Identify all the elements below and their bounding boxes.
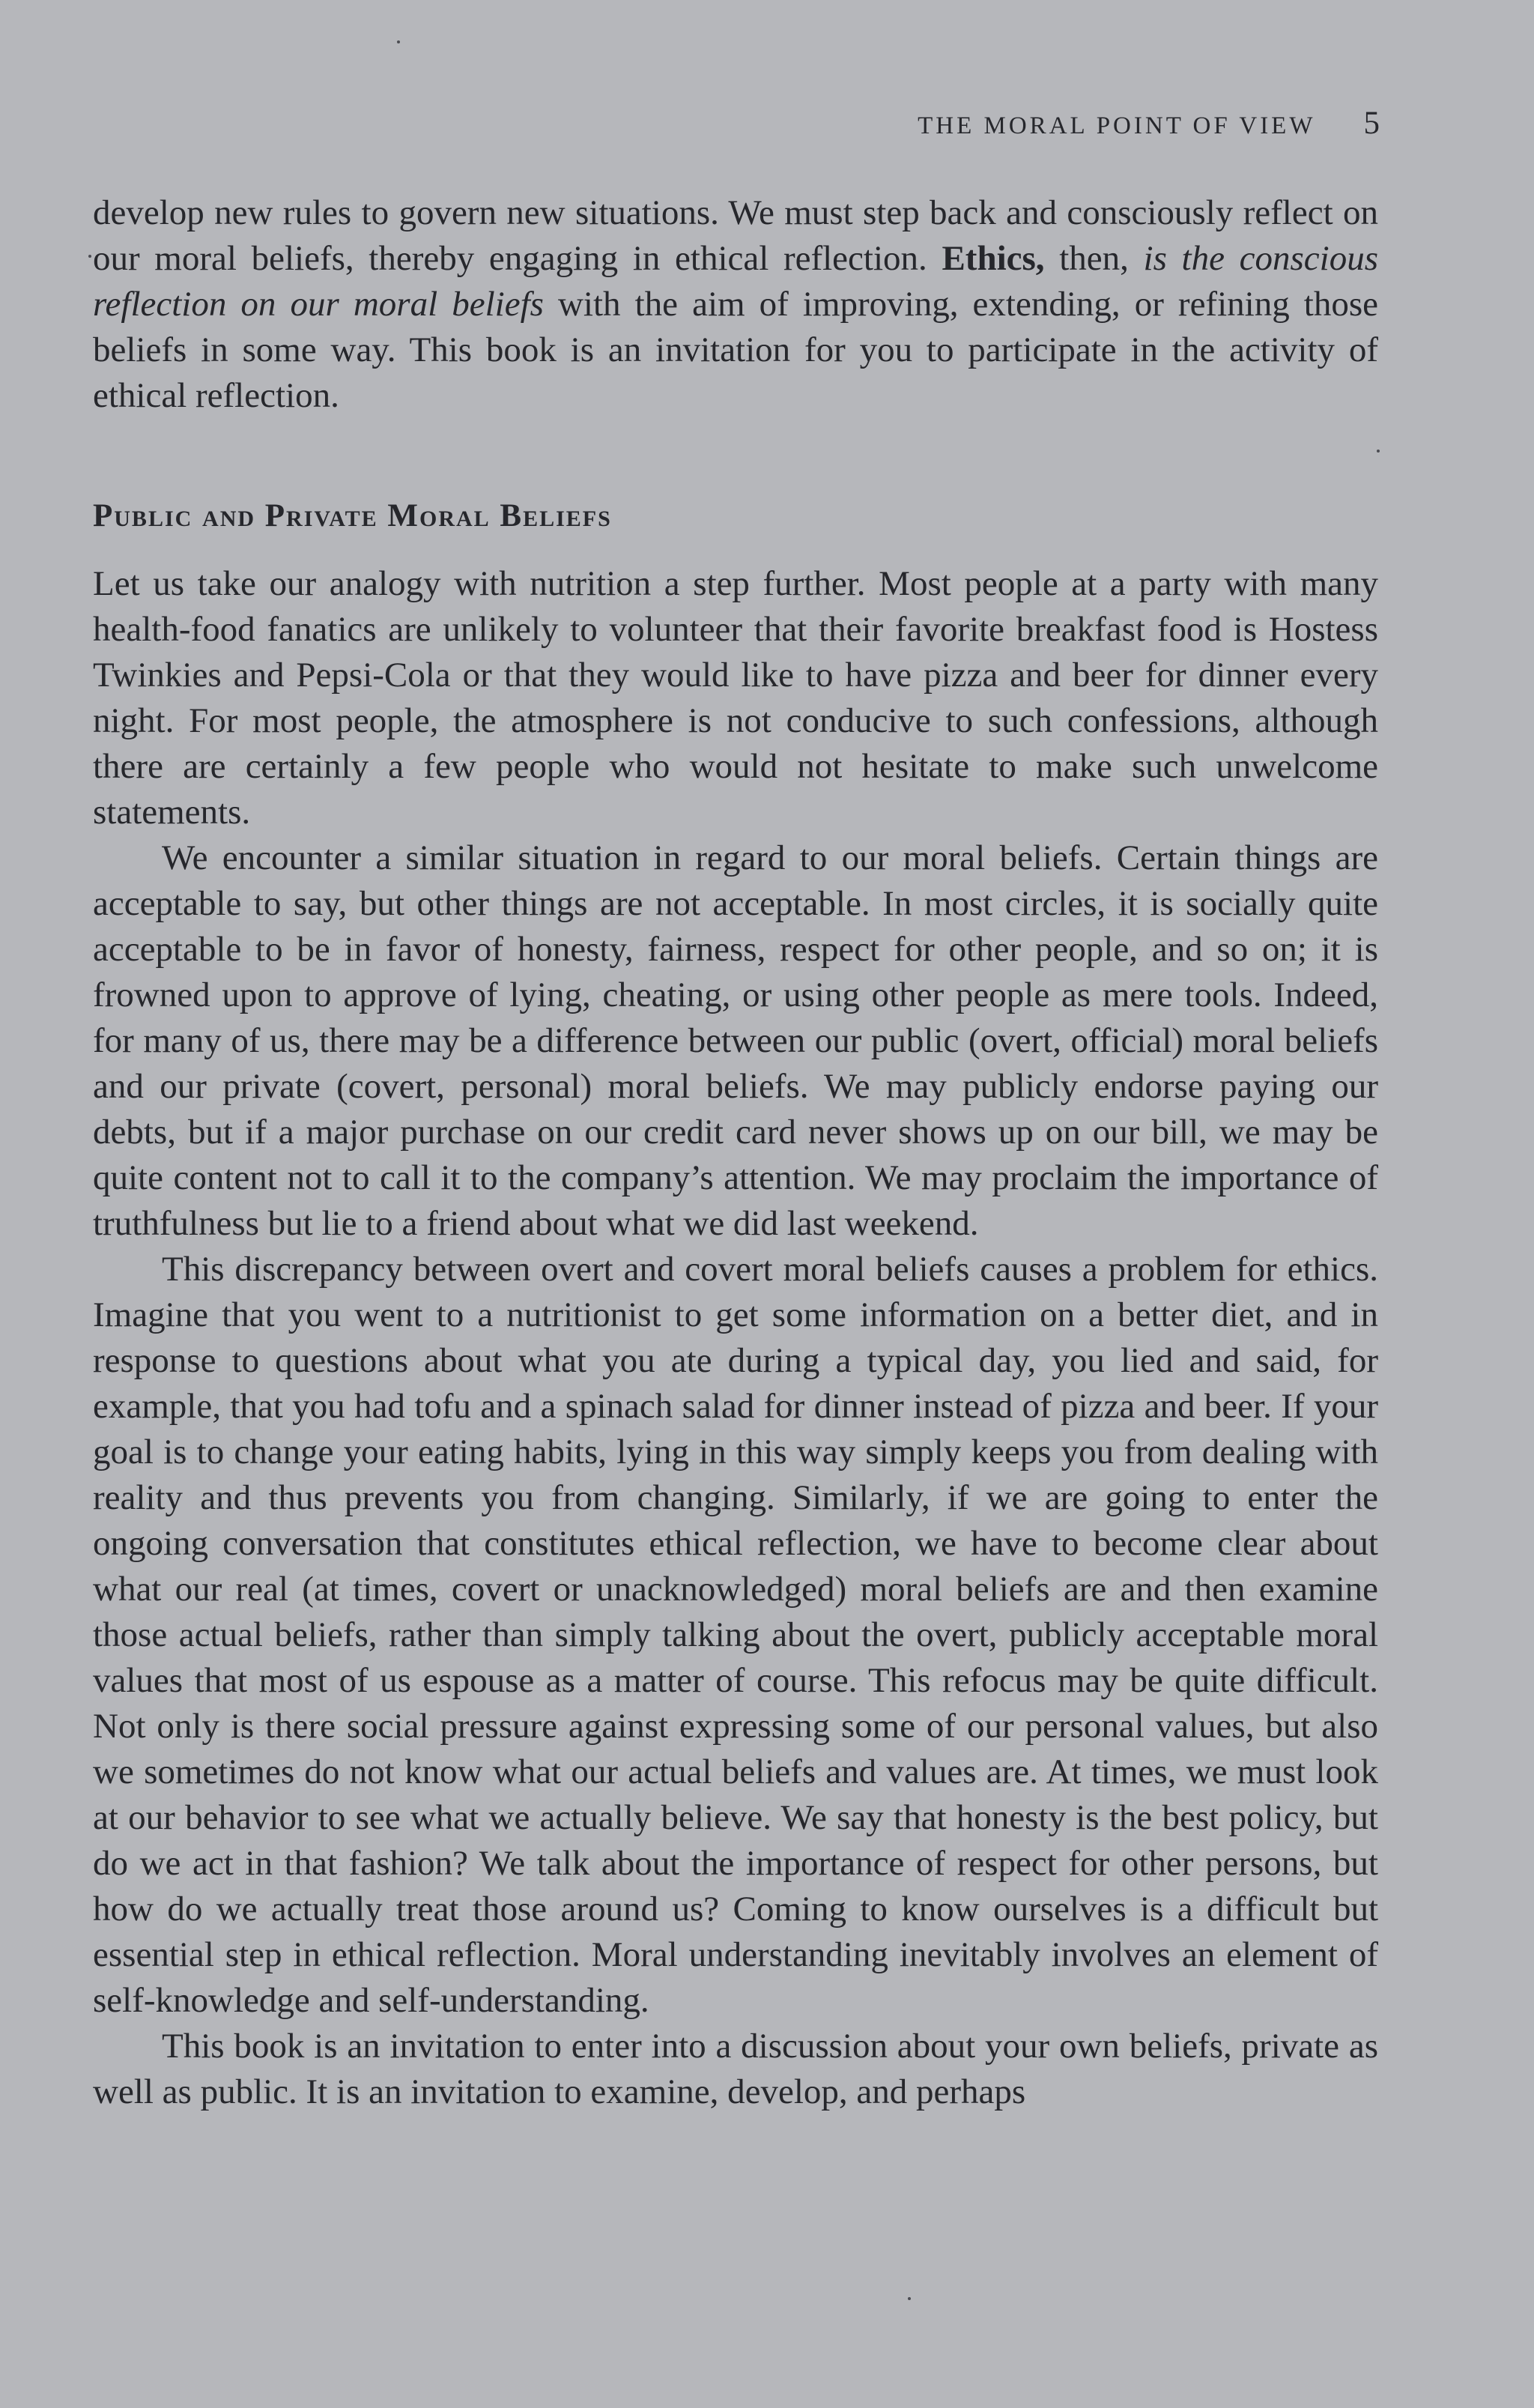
scan-speck [908,2297,911,2300]
body-text [93,190,1378,2115]
running-head [93,105,1380,150]
intro-paragraph [93,190,1378,419]
running-title: THE MORAL POINT OF VIEW [918,112,1316,139]
body-paragraph: We encounter a similar situation in regard to our moral beliefs. Certain things are acceptable to say, but other things are not acceptable. In most circles, it is socially quite acceptable to be in favor of honesty, fairness, respect for other people, and so on; it is frowned upon to approve of lying, cheating, or using other people as mere tools. Indeed, for many of us, there may be a difference between our public (overt, official) moral beliefs and our private (covert, personal) moral beliefs. We may publicly endorse paying our debts, but if a major purchase on our credit card never shows up on our bill, we may be quite content not to call it to the company’s attention. We may proclaim the importance of truthfulness but lie to a friend about what we did last weekend. [93,838,1378,1243]
body-paragraph: This book is an invitation to enter into a discussion about your own beliefs, private as well as public. It is an invitation to examine, develop, and perhaps [93,2027,1378,2111]
intro-text-after: with the aim of improving, extending, or refining those beliefs in some way. This book is an invitation for you to participate in the activity of ethical reflection. [93,285,1378,415]
body-paragraph: Let us take our analogy with nutrition a step further. Most people at a party with many health-food fanatics are unlikely to volunteer that their favorite breakfast food is Hostess Twinkies and Pepsi-Cola or that they would like to have pizza and beer for dinner every night. For most people, the atmosphere is not conducive to such confessions, although there are certainly a few people who would not hesitate to make such unwelcome statements. [93,564,1378,832]
page-number: 5 [1363,106,1380,141]
intro-text-between: then, [1044,239,1144,278]
section-heading: Public and Private Moral Beliefs [93,498,612,533]
intro-text-before-term: develop new rules to govern new situations. We must step back and consciously reflect on our moral beliefs, thereby engaging in ethical reflection. [93,193,1378,278]
ethics-term: Ethics, [942,239,1045,278]
scan-speck [1377,450,1380,453]
scan-speck [397,40,400,43]
ethics-definition: is the conscious reflection on our moral beliefs [93,239,1378,324]
scan-speck [88,255,91,258]
body-paragraph: This discrepancy between overt and covert moral beliefs causes a problem for ethics. Imagine that you went to a nutritionist to get some information on a better diet, and in response to questions about what you ate during a typical day, you lied and said, for example, that you had tofu and a spinach salad for dinner instead of pizza and beer. If your goal is to change your eating habits, lying in this way simply keeps you from dealing with reality and thus prevents you from changing. Similarly, if we are going to enter the ongoing conversation that constitutes ethical reflection, we have to become clear about what our real (at times, covert or unacknowledged) moral beliefs are and then examine those actual beliefs, rather than simply talking about the overt, publicly acceptable moral values that most of us espouse as a matter of course. This refocus may be quite difficult. Not only is there social pressure against expressing some of our personal values, but also we sometimes do not know what our actual beliefs and values are. At times, we must look at our behavior to see what we actually believe. We say that honesty is the best policy, but do we act in that fashion? We talk about the importance of respect for other persons, but how do we actually treat those around us? Coming to know ourselves is a difficult but essential step in ethical reflection. Moral understanding inevitably involves an element of self-knowledge and self-understanding. [93,1250,1378,2020]
